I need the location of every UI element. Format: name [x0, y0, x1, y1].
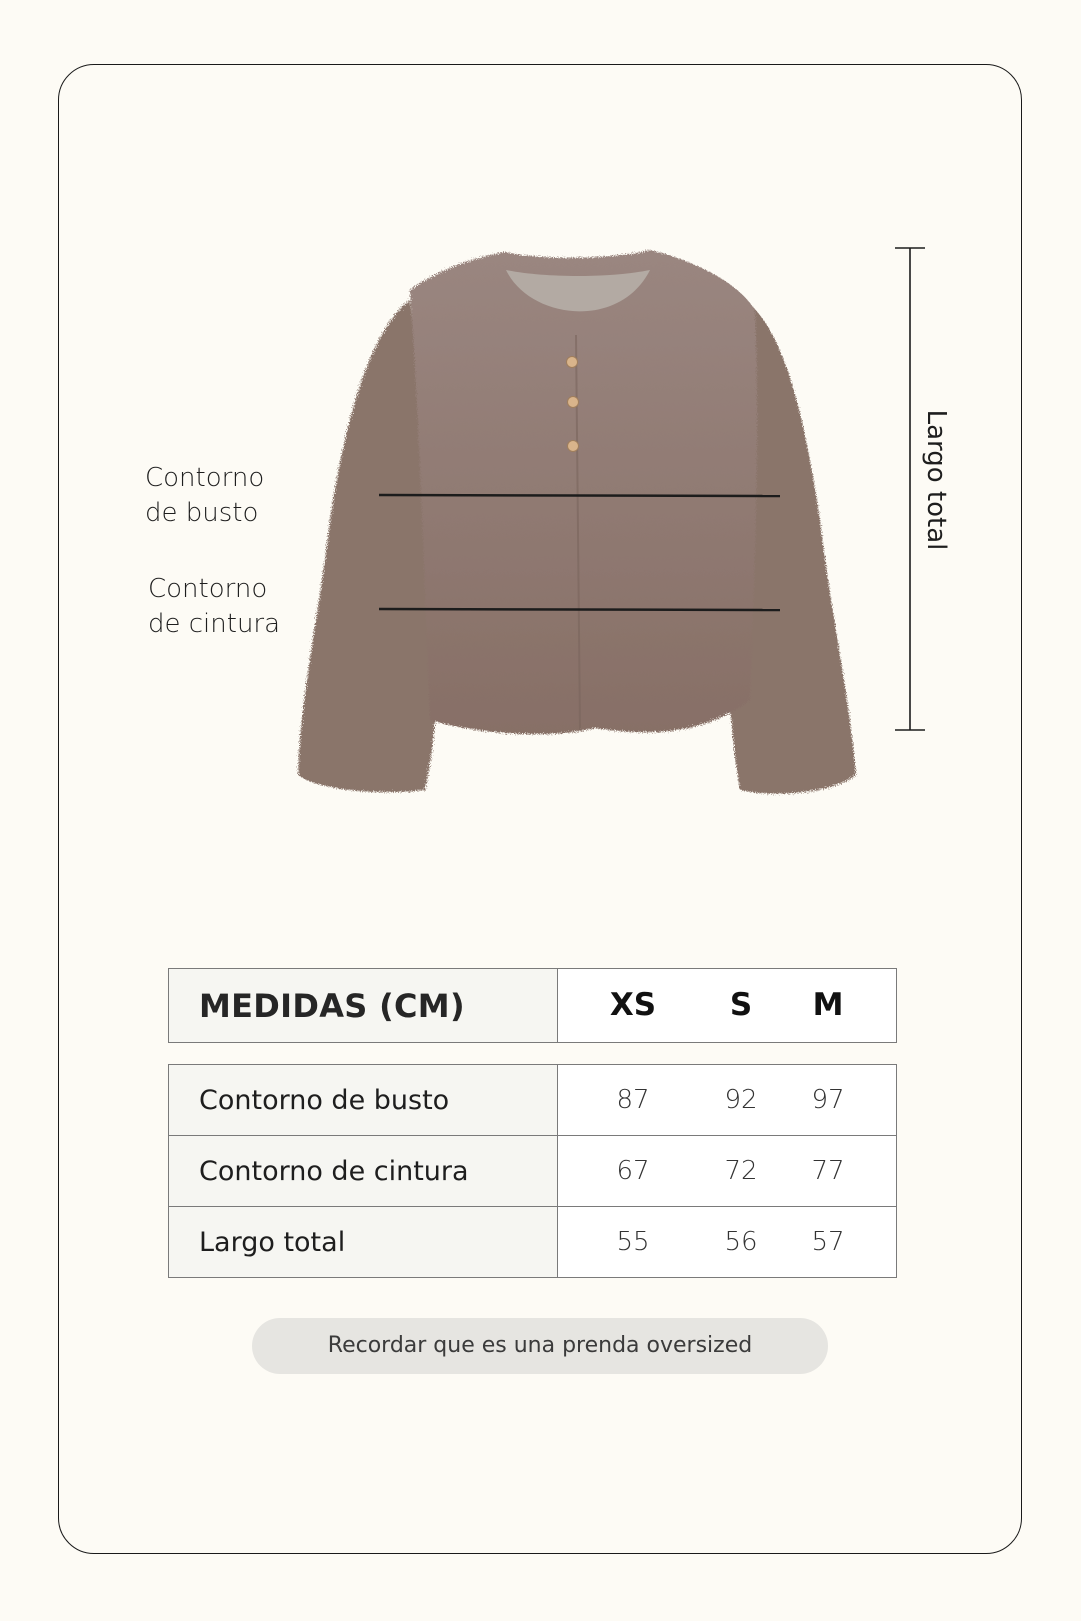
row-label: Contorno de busto	[169, 1065, 558, 1136]
row-label: Largo total	[169, 1207, 558, 1278]
bust-label: Contorno de busto	[145, 463, 265, 528]
cell-value: 77	[811, 1156, 845, 1186]
length-label: Largo total	[921, 409, 951, 551]
cell-value: 56	[724, 1227, 758, 1257]
button-2	[568, 397, 579, 408]
cell-value: 87	[616, 1085, 650, 1115]
row-label: Contorno de cintura	[169, 1136, 558, 1207]
size-xs: XS	[609, 987, 657, 1023]
oversized-note: Recordar que es una prenda oversized	[252, 1318, 828, 1374]
cell-value: 92	[724, 1085, 758, 1115]
cell-value: 67	[616, 1156, 650, 1186]
size-columns	[558, 969, 897, 1043]
cell-value: 72	[724, 1156, 758, 1186]
table-row	[169, 1207, 897, 1278]
table-row	[169, 1136, 897, 1207]
size-table-header	[168, 968, 897, 1043]
jacket-body	[410, 250, 757, 734]
size-m: M	[812, 987, 844, 1023]
cell-value: 97	[811, 1085, 845, 1115]
table-row	[169, 1065, 897, 1136]
bust-line	[379, 495, 780, 496]
size-s: S	[729, 987, 753, 1023]
table-title: MEDIDAS (CM)	[169, 969, 558, 1043]
cell-value: 55	[616, 1227, 650, 1257]
waist-line	[379, 609, 780, 610]
cell-value: 57	[811, 1227, 845, 1257]
button-3	[568, 441, 579, 452]
waist-label: Contorno de cintura	[148, 574, 281, 639]
size-table	[168, 1064, 897, 1278]
button-1	[567, 357, 578, 368]
